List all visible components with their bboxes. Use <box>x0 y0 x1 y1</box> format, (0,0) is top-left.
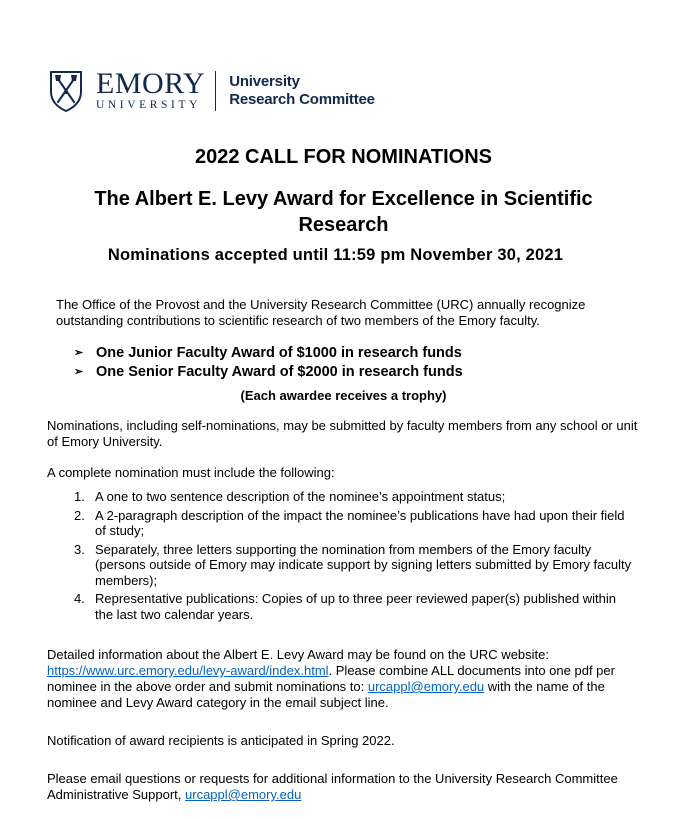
list-number: 3. <box>74 541 85 557</box>
list-text: A 2-paragraph description of the impact the nominee’s publications have had upon their field of study; <box>95 507 625 538</box>
list-item <box>74 591 634 622</box>
list-item <box>74 489 634 505</box>
detail-paragraph <box>47 647 647 711</box>
committee-name <box>229 73 375 109</box>
committee-line1: University <box>229 73 300 90</box>
list-number: 1. <box>74 489 85 504</box>
detail-text-2: . Please combine ALL documents into one pdf per nominee in the above order and submit nominations to: <box>47 663 615 694</box>
award-item <box>74 344 463 363</box>
list-text: A one to two sentence description of the nominee’s appointment status; <box>95 489 506 504</box>
header <box>49 67 375 112</box>
contact-text: Please email questions or requests for additional information to the University Research Committee Administrative Support, <box>47 771 618 802</box>
complete-intro: A complete nomination must include the following: <box>47 465 335 480</box>
contact-paragraph <box>47 771 647 803</box>
list-item <box>74 508 634 539</box>
detail-text-1: Detailed information about the Albert E. Levy Award may be found on the URC website: <box>47 647 549 662</box>
committee-line2: Research Committee <box>229 91 375 108</box>
emory-shield-torch-icon <box>49 70 83 112</box>
submission-email-link[interactable]: urcappl@emory.edu <box>367 679 485 694</box>
contact-email-link[interactable]: urcappl@emory.edu <box>185 787 302 802</box>
urc-website-link[interactable]: https://www.urc.emory.edu/levy-award/index.html <box>47 663 329 678</box>
award-label: One Senior Faculty Award of $2000 in research funds <box>96 364 463 380</box>
trophy-note: (Each awardee receives a trophy) <box>240 388 447 403</box>
university-sub: UNIVERSITY <box>96 99 201 111</box>
deadline: Nominations accepted until 11:59 pm November 30, 2021 <box>107 246 564 264</box>
emory-wordmark <box>96 67 206 111</box>
list-text: Representative publications: Copies of up to three peer reviewed paper(s) published within the last two calendar years. <box>95 591 617 622</box>
page-title: 2022 CALL FOR NOMINATIONS <box>194 146 493 168</box>
requirements-list <box>74 489 634 625</box>
award-label: One Junior Faculty Award of $1000 in research funds <box>96 345 462 361</box>
university-name: EMORY <box>96 67 206 100</box>
award-name: The Albert E. Levy Award for Excellence in Scientific Research <box>94 188 593 236</box>
intro-paragraph: The Office of the Provost and the University Research Committee (URC) annually recognize outstanding contributions to scientific research of two members of the Emory faculty. <box>56 297 586 328</box>
arrow-bullet-icon: ➢ <box>74 347 84 359</box>
list-number: 2. <box>74 507 85 523</box>
list-text: Separately, three letters supporting the nomination from members of the Emory faculty (persons outside of Emory may indicate support by signing letters submitted by Emory faculty members); <box>95 541 632 588</box>
nominations-paragraph: Nominations, including self-nominations, may be submitted by faculty members from any school or unit of Emory University. <box>47 418 638 449</box>
awards-list <box>74 344 463 382</box>
detail-text-3: with the name of the nominee and Levy Award category in the email subject line. <box>47 679 605 710</box>
list-number: 4. <box>74 591 85 606</box>
list-item <box>74 542 634 589</box>
notification-paragraph: Notification of award recipients is anticipated in Spring 2022. <box>47 733 395 748</box>
arrow-bullet-icon: ➢ <box>74 366 84 378</box>
header-divider <box>215 71 216 111</box>
award-item <box>74 363 463 382</box>
